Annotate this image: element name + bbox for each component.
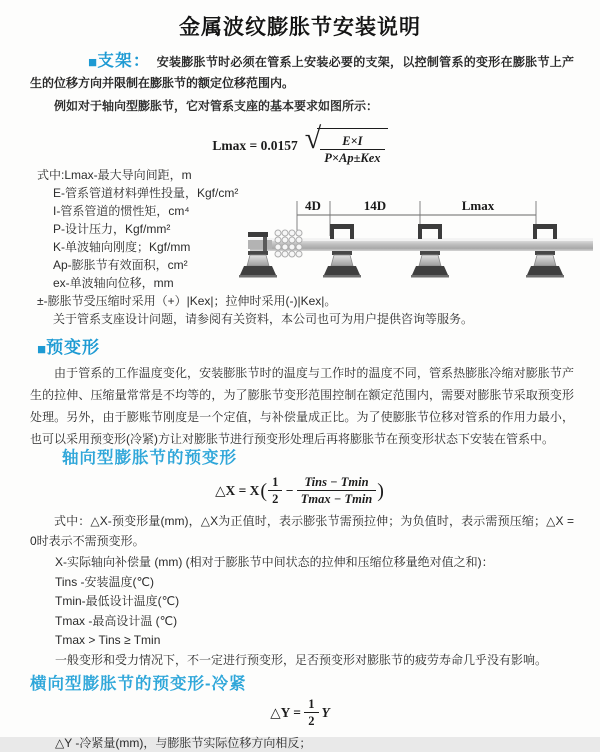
pipe-support-diagram xyxy=(248,196,595,292)
formula-numerator: E×I xyxy=(320,134,384,150)
support-example-line: 例如对于轴向型膨胀节，它对管系支座的基本要求如图所示： xyxy=(54,99,379,113)
param-line: 一般变形和受力情况下，不一定进行预变形，足否预变形对膨胀节的疲劳寿命几乎没有影响。 xyxy=(55,652,548,667)
lateral-subtitle: 横向型膨胀节的预变形-冷紧 xyxy=(30,675,247,693)
temp-denominator: Tmax − Tmin xyxy=(300,492,373,507)
support-intro-text: 安装膨胀节时必须在管系上安装必要的支架，以控制管系的变形在膨胀节上产生的位移方向并限制在膨胀节的额定位移范围内。 xyxy=(30,55,575,90)
predeform-paragraph: 由于管系的工作温度变化，安装膨胀节时的温度与工作时的温度不同，管系热膨胀冷缩对膨胀节产生的拉伸、压缩量常常是不均等的，为了膨胀节变形范围控制在额定范围内，需要对膨胀节采取预变形处理。另外，由于膨账节刚度是一个定值，与补偿量成正比。为了使膨胀节位移对管系的作用力最小，也可以采用预变形(冷紧)方让对膨胀节进行预变形处理后再将膨胀节在预变形状态下安装在管系中。 xyxy=(30,366,574,446)
temp-numerator: Tins − Tmin xyxy=(297,475,376,491)
param-line: Tmax -最高设计温 (℃) xyxy=(55,613,178,628)
axial-subtitle: 轴向型膨胀节的预变形 xyxy=(62,449,237,467)
param-line: Tmin-最低设计温度(℃) xyxy=(55,594,180,608)
axial-note: 式中：△X-预变形量(mm)，△X为正值时，表示膨张节需预拉伸；为负值时，表示需预压缩；△X = 0时表示不需预变形。 xyxy=(30,514,574,548)
page-title: 金属波纹膨胀节安装说明 xyxy=(179,16,421,39)
left-paren: ( xyxy=(260,479,268,502)
dim-label-lmax: Lmax xyxy=(461,198,495,213)
minus-sign: − xyxy=(285,482,294,498)
definition-line: P-设计压力，Kgf/mm² xyxy=(53,222,171,236)
definition-line: 关于管系支座设计问题，请参阅有关资料，本公司也可为用户提供咨询等服务。 xyxy=(53,312,474,326)
formula-denominator: P×Ap±Kex xyxy=(324,151,381,166)
param-line: X-实际轴向补偿量 (mm) (相对于膨胀节中间状态的拉伸和压缩位移量绝对值之和)： xyxy=(55,555,494,569)
guide-spacing-formula xyxy=(0,122,600,166)
param-line: Tmax > Tins ≥ Tmin xyxy=(55,633,161,647)
half-numerator: 1 xyxy=(268,475,282,491)
axial-parameter-lines xyxy=(55,553,600,670)
formula-rhs: Y xyxy=(321,704,330,720)
section-marker-icon: ■ xyxy=(88,54,98,71)
section-marker-icon: ■ xyxy=(37,341,47,358)
axial-formula xyxy=(0,472,600,508)
right-paren: ) xyxy=(377,479,384,502)
definition-line: ex-单波轴向位移，mm xyxy=(53,276,174,290)
definition-line: 式中:Lmax-最大导向间距，m xyxy=(37,168,192,182)
half-numerator: 1 xyxy=(304,697,318,713)
definition-line: I-管系管道的惯性矩，cm⁴ xyxy=(53,204,190,218)
half-denominator: 2 xyxy=(272,492,279,507)
definition-line: ±-膨胀节受压缩时采用（+）|Kex|；拉伸时采用(-)|Kex|。 xyxy=(37,294,337,308)
lateral-formula xyxy=(0,696,600,728)
lateral-note: △Y -冷紧量(mm)，与膨胀节实际位移方向相反； xyxy=(55,736,312,750)
dim-label-14d: 14D xyxy=(363,198,387,213)
param-line: Tins -安装温度(℃) xyxy=(55,574,155,589)
section-heading-predeform: ■预变形 xyxy=(37,338,101,358)
half-denominator: 2 xyxy=(308,714,315,729)
definition-line: Ap-膨胀节有效面积，cm² xyxy=(53,258,188,272)
formula-lhs: △Y = xyxy=(270,704,301,720)
support-intro xyxy=(30,51,574,94)
dim-label-4d: 4D xyxy=(305,198,321,213)
section-heading-support: 支架： xyxy=(97,52,151,70)
formula-lhs: Lmax = 0.0157 xyxy=(212,138,298,153)
formula-lhs: △X = X xyxy=(215,482,260,498)
radical-sign xyxy=(305,124,388,168)
sqrt-icon: √ xyxy=(304,122,322,155)
definition-line: K-单波轴向刚度；Kgf/mm xyxy=(53,240,191,254)
definition-line: E-管系管道材料弹性投量，Kgf/cm² xyxy=(53,186,239,200)
